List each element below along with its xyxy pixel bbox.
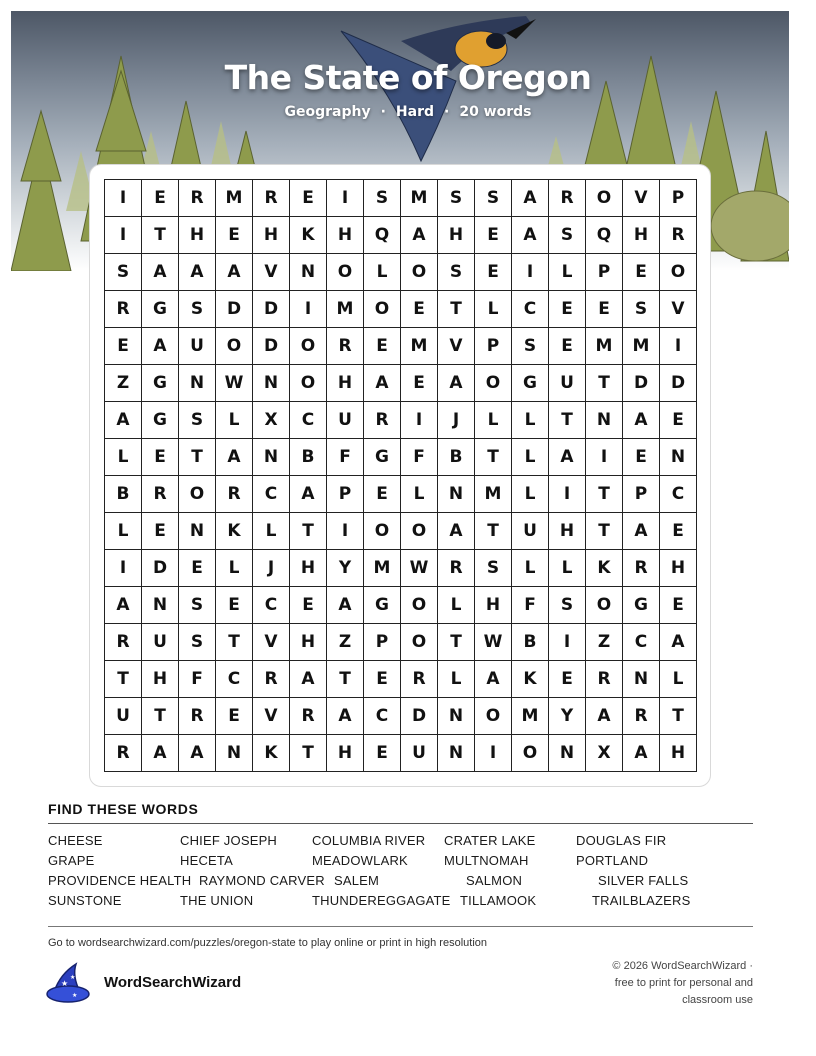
grid-cell: T [327, 661, 364, 698]
grid-cell: R [253, 661, 290, 698]
grid-cell: S [475, 180, 512, 217]
grid-cell: T [586, 513, 623, 550]
grid-cell: E [364, 661, 401, 698]
grid-cell: Q [364, 217, 401, 254]
grid-cell: E [364, 328, 401, 365]
grid-cell: G [364, 439, 401, 476]
grid-cell: E [401, 365, 438, 402]
grid-cell: T [290, 735, 327, 772]
grid-cell: E [401, 291, 438, 328]
grid-cell: E [290, 587, 327, 624]
grid-cell: E [216, 217, 253, 254]
grid-cell: A [438, 365, 475, 402]
grid-cell: O [586, 180, 623, 217]
grid-cell: M [401, 328, 438, 365]
grid-cell: R [142, 476, 179, 513]
grid-cell: G [142, 365, 179, 402]
grid-cell: S [105, 254, 142, 291]
grid-cell: H [253, 217, 290, 254]
grid-cell: A [401, 217, 438, 254]
grid-cell: M [512, 698, 549, 735]
grid-cell: Q [586, 217, 623, 254]
copyright-line: free to print for personal and [614, 977, 753, 989]
grid-cell: O [475, 365, 512, 402]
copyright-line: classroom use [682, 994, 753, 1006]
grid-cell: D [660, 365, 697, 402]
word-list-item: CRATER LAKE [444, 833, 536, 848]
word-count-label: 20 words [459, 104, 532, 120]
grid-cell: I [105, 217, 142, 254]
grid-cell: I [660, 328, 697, 365]
grid-cell: H [327, 217, 364, 254]
grid-cell: U [142, 624, 179, 661]
grid-cell: S [179, 291, 216, 328]
grid-cell: C [253, 476, 290, 513]
grid-cell: R [327, 328, 364, 365]
grid-cell: R [105, 291, 142, 328]
grid-cell: U [549, 365, 586, 402]
grid-cell: A [549, 439, 586, 476]
grid-cell: T [438, 624, 475, 661]
grid-cell: N [216, 735, 253, 772]
grid-cell: H [475, 587, 512, 624]
grid-cell: A [216, 254, 253, 291]
grid-cell: M [475, 476, 512, 513]
grid-cell: R [549, 180, 586, 217]
grid-cell: R [438, 550, 475, 587]
svg-text:★: ★ [72, 992, 78, 999]
grid-cell: R [179, 698, 216, 735]
word-list-item: TRAILBLAZERS [592, 893, 691, 908]
grid-cell: G [512, 365, 549, 402]
grid-cell: O [364, 513, 401, 550]
grid-cell: O [401, 624, 438, 661]
grid-cell: M [623, 328, 660, 365]
copyright-notice [553, 958, 753, 1009]
divider [48, 823, 753, 824]
word-list-item: THUNDEREGGAGATE [312, 893, 451, 908]
grid-cell: L [438, 661, 475, 698]
grid-cell: R [401, 661, 438, 698]
grid-cell: I [327, 180, 364, 217]
grid-cell: S [549, 587, 586, 624]
word-list-item: DOUGLAS FIR [576, 833, 667, 848]
grid-cell: E [216, 698, 253, 735]
grid-cell: E [105, 328, 142, 365]
word-list-item: SALEM [334, 873, 380, 888]
grid-cell: E [364, 476, 401, 513]
grid-cell: O [290, 365, 327, 402]
grid-cell: H [623, 217, 660, 254]
grid-cell: M [216, 180, 253, 217]
grid-cell: Y [327, 550, 364, 587]
grid-cell: H [438, 217, 475, 254]
grid-cell: J [438, 402, 475, 439]
grid-cell: L [660, 661, 697, 698]
grid-cell: O [290, 328, 327, 365]
grid-cell: R [105, 624, 142, 661]
grid-cell: V [253, 624, 290, 661]
grid-cell: N [179, 365, 216, 402]
grid-cell: U [512, 513, 549, 550]
grid-cell: K [512, 661, 549, 698]
grid-cell: I [475, 735, 512, 772]
grid-cell: D [253, 291, 290, 328]
grid-cell: H [142, 661, 179, 698]
grid-cell: A [290, 476, 327, 513]
grid-cell: O [179, 476, 216, 513]
svg-text:★: ★ [70, 974, 76, 981]
grid-cell: T [475, 439, 512, 476]
svg-text:★: ★ [61, 979, 69, 988]
grid-cell: D [253, 328, 290, 365]
grid-cell: P [364, 624, 401, 661]
grid-cell: N [253, 439, 290, 476]
grid-cell: F [179, 661, 216, 698]
grid-cell: A [660, 624, 697, 661]
grid-cell: T [105, 661, 142, 698]
grid-cell: L [549, 254, 586, 291]
grid-cell: G [623, 587, 660, 624]
grid-cell: N [623, 661, 660, 698]
grid-cell: M [364, 550, 401, 587]
grid-cell: U [105, 698, 142, 735]
grid-cell: L [438, 587, 475, 624]
grid-cell: E [142, 439, 179, 476]
grid-cell: A [512, 180, 549, 217]
grid-cell: W [216, 365, 253, 402]
grid-cell: Y [549, 698, 586, 735]
grid-cell: N [142, 587, 179, 624]
grid-cell: A [142, 328, 179, 365]
grid-cell: A [512, 217, 549, 254]
grid-cell: P [475, 328, 512, 365]
grid-cell: M [327, 291, 364, 328]
grid-cell: E [216, 587, 253, 624]
grid-cell: T [142, 217, 179, 254]
grid-cell: R [179, 180, 216, 217]
grid-cell: S [623, 291, 660, 328]
grid-cell: A [327, 587, 364, 624]
grid-cell: H [660, 550, 697, 587]
grid-cell: A [438, 513, 475, 550]
grid-cell: D [142, 550, 179, 587]
grid-cell: S [364, 180, 401, 217]
grid-cell: N [290, 254, 327, 291]
grid-cell: T [660, 698, 697, 735]
grid-cell: C [290, 402, 327, 439]
grid-cell: S [512, 328, 549, 365]
grid-cell: S [475, 550, 512, 587]
grid-cell: E [142, 513, 179, 550]
word-list-item: MEADOWLARK [312, 853, 408, 868]
grid-cell: L [549, 550, 586, 587]
grid-cell: D [401, 698, 438, 735]
puzzle-meta [0, 104, 816, 120]
grid-cell: O [586, 587, 623, 624]
grid-cell: E [475, 254, 512, 291]
grid-cell: S [549, 217, 586, 254]
grid-cell: S [438, 254, 475, 291]
divider [48, 926, 753, 927]
grid-cell: T [475, 513, 512, 550]
grid-cell: S [179, 624, 216, 661]
grid-cell: Z [327, 624, 364, 661]
brand-name: WordSearchWizard [104, 974, 242, 991]
word-list-item: THE UNION [180, 893, 254, 908]
grid-cell: P [660, 180, 697, 217]
wizard-hat-icon [46, 962, 94, 1006]
grid-cell: E [660, 513, 697, 550]
grid-cell: H [327, 735, 364, 772]
grid-cell: K [216, 513, 253, 550]
grid-cell: R [290, 698, 327, 735]
grid-cell: P [327, 476, 364, 513]
grid-cell: E [364, 735, 401, 772]
grid-cell: C [216, 661, 253, 698]
grid-cell: V [623, 180, 660, 217]
grid-cell: N [660, 439, 697, 476]
grid-cell: F [327, 439, 364, 476]
grid-cell: T [438, 291, 475, 328]
grid-cell: X [253, 402, 290, 439]
word-list-item: CHEESE [48, 833, 103, 848]
grid-cell: A [475, 661, 512, 698]
grid-cell: E [660, 587, 697, 624]
letter-grid [104, 179, 697, 772]
word-list-item: SUNSTONE [48, 893, 122, 908]
grid-cell: L [512, 439, 549, 476]
meta-separator: · [380, 104, 386, 120]
grid-cell: O [401, 513, 438, 550]
grid-cell: H [660, 735, 697, 772]
grid-cell: A [290, 661, 327, 698]
grid-cell: H [179, 217, 216, 254]
grid-cell: N [253, 365, 290, 402]
grid-cell: R [623, 550, 660, 587]
grid-cell: V [253, 698, 290, 735]
grid-cell: L [216, 550, 253, 587]
grid-cell: L [105, 513, 142, 550]
word-list-item: PORTLAND [576, 853, 649, 868]
word-list-item: RAYMOND CARVER [199, 873, 325, 888]
grid-cell: A [623, 735, 660, 772]
grid-cell: P [586, 254, 623, 291]
grid-cell: R [216, 476, 253, 513]
grid-cell: H [290, 550, 327, 587]
grid-cell: I [290, 291, 327, 328]
grid-cell: L [216, 402, 253, 439]
word-list-item: PROVIDENCE HEALTH [48, 873, 192, 888]
word-list-item: SALMON [466, 873, 523, 888]
grid-cell: G [364, 587, 401, 624]
grid-cell: I [512, 254, 549, 291]
grid-cell: A [142, 254, 179, 291]
word-list-item: TILLAMOOK [460, 893, 537, 908]
grid-cell: T [586, 476, 623, 513]
grid-cell: B [290, 439, 327, 476]
grid-cell: O [327, 254, 364, 291]
grid-cell: E [179, 550, 216, 587]
grid-cell: A [364, 365, 401, 402]
grid-cell: O [364, 291, 401, 328]
grid-cell: A [179, 735, 216, 772]
grid-cell: A [623, 513, 660, 550]
grid-cell: N [586, 402, 623, 439]
grid-cell: C [623, 624, 660, 661]
grid-cell: L [475, 402, 512, 439]
grid-cell: S [179, 587, 216, 624]
grid-cell: N [549, 735, 586, 772]
grid-cell: L [512, 402, 549, 439]
word-list-item: HECETA [180, 853, 233, 868]
grid-cell: Z [586, 624, 623, 661]
grid-cell: G [142, 402, 179, 439]
grid-cell: D [623, 365, 660, 402]
grid-cell: I [549, 624, 586, 661]
grid-cell: M [586, 328, 623, 365]
grid-cell: I [105, 180, 142, 217]
grid-cell: A [105, 587, 142, 624]
grid-cell: F [512, 587, 549, 624]
grid-cell: R [623, 698, 660, 735]
word-list-item: CHIEF JOSEPH [180, 833, 278, 848]
grid-cell: A [327, 698, 364, 735]
grid-cell: O [401, 254, 438, 291]
grid-cell: E [623, 254, 660, 291]
grid-cell: E [549, 661, 586, 698]
grid-cell: N [438, 735, 475, 772]
difficulty-label: Hard [395, 104, 434, 120]
word-list-item: GRAPE [48, 853, 95, 868]
grid-cell: R [253, 180, 290, 217]
meta-separator: · [444, 104, 450, 120]
grid-cell: N [179, 513, 216, 550]
grid-cell: X [586, 735, 623, 772]
grid-cell: B [105, 476, 142, 513]
grid-cell: I [401, 402, 438, 439]
grid-cell: R [105, 735, 142, 772]
grid-cell: O [660, 254, 697, 291]
grid-cell: N [438, 698, 475, 735]
grid-cell: Z [105, 365, 142, 402]
grid-cell: A [142, 735, 179, 772]
grid-cell: V [660, 291, 697, 328]
grid-cell: E [549, 328, 586, 365]
grid-cell: L [512, 550, 549, 587]
grid-cell: A [216, 439, 253, 476]
grid-cell: I [327, 513, 364, 550]
grid-cell: E [549, 291, 586, 328]
grid-cell: B [512, 624, 549, 661]
grid-cell: D [216, 291, 253, 328]
grid-cell: H [549, 513, 586, 550]
grid-cell: C [512, 291, 549, 328]
grid-cell: E [142, 180, 179, 217]
grid-cell: S [179, 402, 216, 439]
grid-cell: H [327, 365, 364, 402]
category-label: Geography [284, 104, 371, 120]
grid-cell: O [512, 735, 549, 772]
copyright-line: © 2026 WordSearchWizard · [612, 960, 753, 972]
grid-cell: N [438, 476, 475, 513]
grid-cell: K [586, 550, 623, 587]
grid-cell: T [179, 439, 216, 476]
word-list-item: SILVER FALLS [598, 873, 689, 888]
word-list-item: MULTNOMAH [444, 853, 529, 868]
grid-cell: L [364, 254, 401, 291]
grid-cell: S [438, 180, 475, 217]
grid-cell: U [401, 735, 438, 772]
grid-cell: A [179, 254, 216, 291]
grid-cell: W [475, 624, 512, 661]
grid-cell: U [179, 328, 216, 365]
word-list-item: COLUMBIA RIVER [312, 833, 426, 848]
grid-cell: U [327, 402, 364, 439]
word-list-heading: FIND THESE WORDS [48, 801, 199, 817]
grid-cell: E [586, 291, 623, 328]
grid-cell: A [623, 402, 660, 439]
grid-cell: W [401, 550, 438, 587]
grid-cell: J [253, 550, 290, 587]
grid-cell: L [105, 439, 142, 476]
grid-cell: I [586, 439, 623, 476]
grid-cell: E [475, 217, 512, 254]
grid-cell: R [586, 661, 623, 698]
grid-cell: E [623, 439, 660, 476]
grid-cell: O [475, 698, 512, 735]
grid-cell: T [216, 624, 253, 661]
grid-cell: K [290, 217, 327, 254]
grid-cell: T [549, 402, 586, 439]
grid-cell: K [253, 735, 290, 772]
grid-cell: H [290, 624, 327, 661]
grid-cell: C [660, 476, 697, 513]
grid-cell: A [105, 402, 142, 439]
footer-link-text: Go to wordsearchwizard.com/puzzles/oregon-state to play online or print in high resolution [48, 937, 488, 949]
grid-cell: L [475, 291, 512, 328]
grid-cell: T [586, 365, 623, 402]
grid-cell: O [216, 328, 253, 365]
grid-cell: C [253, 587, 290, 624]
grid-cell: A [586, 698, 623, 735]
grid-cell: V [438, 328, 475, 365]
grid-cell: O [401, 587, 438, 624]
grid-cell: V [253, 254, 290, 291]
grid-cell: I [105, 550, 142, 587]
puzzle-title: The State of Oregon [224, 58, 592, 97]
grid-cell: R [660, 217, 697, 254]
grid-cell: L [512, 476, 549, 513]
grid-cell: I [549, 476, 586, 513]
grid-cell: P [623, 476, 660, 513]
grid-cell: C [364, 698, 401, 735]
grid-cell: E [290, 180, 327, 217]
grid-cell: E [660, 402, 697, 439]
grid-cell: M [401, 180, 438, 217]
grid-cell: B [438, 439, 475, 476]
grid-cell: T [142, 698, 179, 735]
grid-cell: L [401, 476, 438, 513]
grid-cell: L [253, 513, 290, 550]
grid-cell: T [290, 513, 327, 550]
grid-cell: R [364, 402, 401, 439]
grid-cell: G [142, 291, 179, 328]
grid-cell: F [401, 439, 438, 476]
